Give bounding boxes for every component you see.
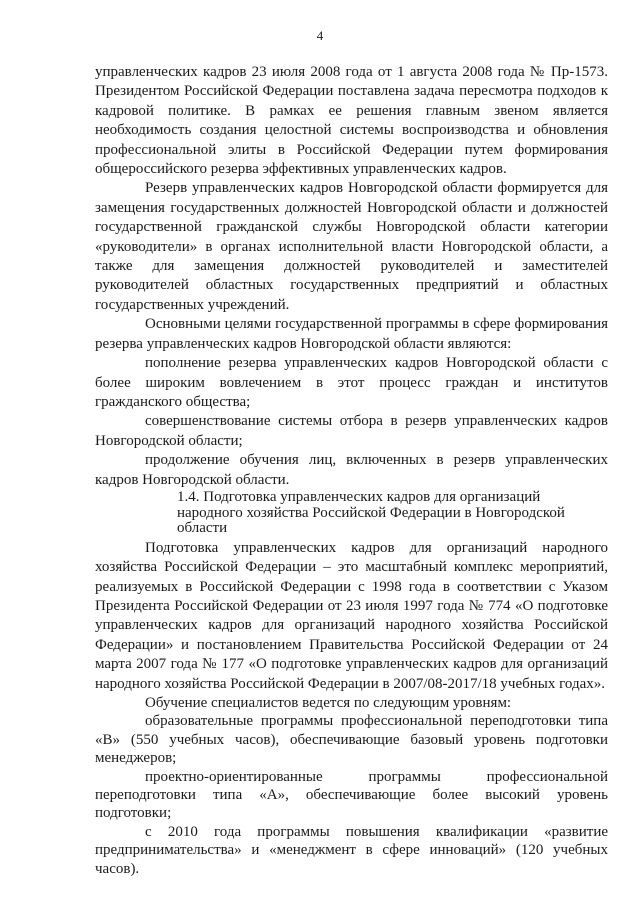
paragraph-program-goals: Основными целями государственной программы в сфере формирования резерва управленческих кадров Новгородской области являются: [95,316,608,352]
list-item-goal-3: продолжение обучения лиц, включенных в резерв управленческих кадров Новгородской области. [95,452,608,488]
list-item-goal-2: совершенствование системы отбора в резерв управленческих кадров Новгородской области; [95,413,608,449]
paragraph-training-program: Подготовка управленческих кадров для организаций народного хозяйства Российской Федерации – это масштабный комплекс мероприятий, реализуемых в Российской Федерации с 1998 года в соответствии с Указом Президента Российской Федерации от 23 июля 1997 года № 774 «О подготовке управленческих кадров для организаций народного хозяйства Российской Федерации» и постановлением Правительства Российской Федерации от 24 марта 2007 года № 177 «О подготовке управленческих кадров для организаций народного хозяйства Российской Федерации в 2007/08-2017/18 учебных годах». [95,539,608,692]
section-heading: 1.4. Подготовка управленческих кадров для организаций народного хозяйства Российской Федерации в Новгородской области [177,488,565,537]
list-item-qualification: с 2010 года программы повышения квалификации «развитие предпринимательства» и «менеджмент в сфере инноваций» (120 учебных часов). [95,823,608,877]
list-item-level-b: образовательные программы профессиональной переподготовки типа «В» (550 учебных часов), обеспечивающие базовый уровень подготовки менеджеров; [95,713,608,767]
paragraph-continuation: управленческих кадров 23 июля 2008 года от 1 августа 2008 года № Пр-1573. Президентом Российской Федерации поставлена задача пересмотра подходов к кадровой политике. В рамках ее решения главным звеном является необходимость создания целостной системы воспроизводства и обновления профессиональной элиты в Российской Федерации путем формирования общероссийского резерва эффективных управленческих кадров. [95,64,608,178]
paragraph-training-levels: Обучение специалистов ведется по следующим уровням: [145,694,512,711]
list-item-level-a: проектно-ориентированные программы профессиональной переподготовки типа «А», обеспечивающие более высокий уровень подготовки; [95,768,608,822]
page-number: 4 [316,28,324,43]
list-item-goal-1: пополнение резерва управленческих кадров Новгородской области с более широким вовлечением в этот процесс граждан и институтов гражданского общества; [95,355,608,410]
document-body [95,63,608,878]
paragraph-reserve-formation: Резерв управленческих кадров Новгородской области формируется для замещения государственных должностей Новгородской области и должностей государственной гражданской службы Новгородской области категории «руководители» в органах исполнительной власти Новгородской области, а также для замещения должностей руководителей и заместителей руководителей областных государственных предприятий и областных государственных учреждений. [95,180,608,313]
